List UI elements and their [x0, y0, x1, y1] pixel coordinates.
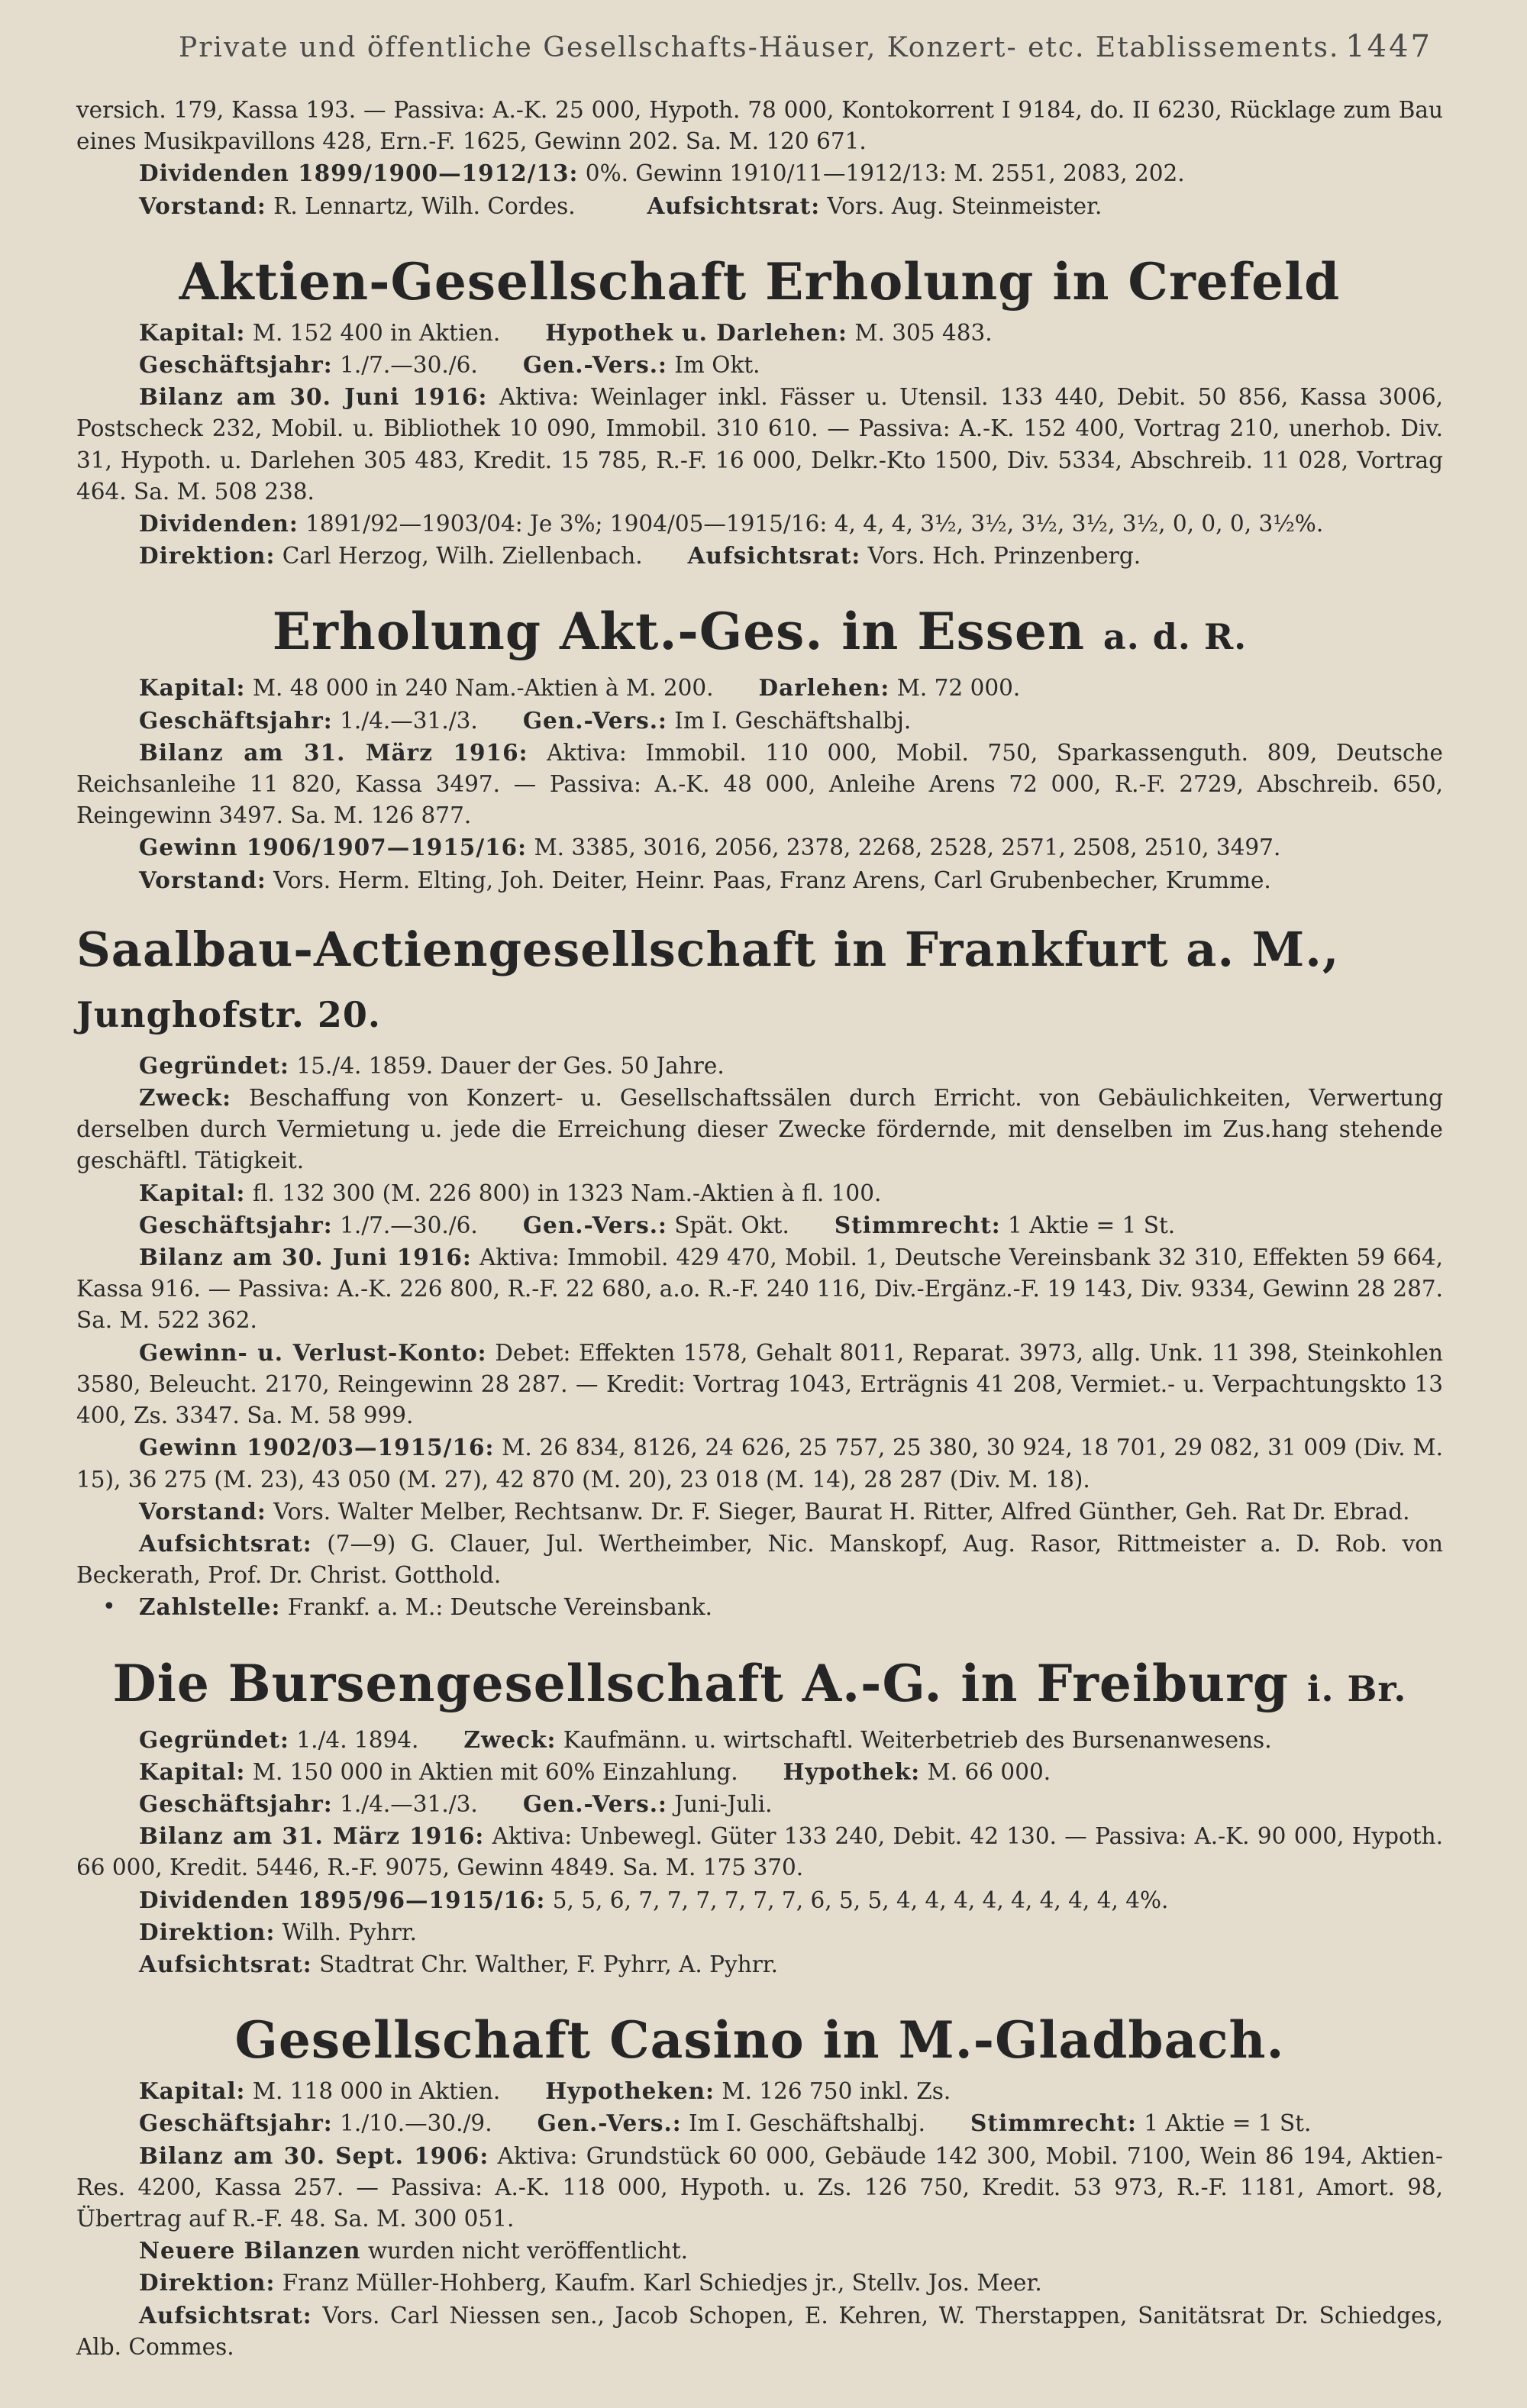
field-text: M. 72 000.: [896, 675, 1021, 702]
entry-line: [76, 1591, 1443, 1623]
field-text: Aktiva: Unbewegl. Güter 133 240, Debit. 42 130. — Passiva: A.-K. 90 000, Hypoth. 66 000, Kredit. 5446, R.-F. 9075, Gewinn 4849. Sa. M. 175 370.: [76, 1823, 1443, 1881]
field-text: Franz Müller-Hohberg, Kaufm. Karl Schiedjes jr., Stellv. Jos. Meer.: [282, 2270, 1042, 2297]
entry-line: [76, 2107, 1443, 2139]
section-title: [76, 251, 1443, 312]
field-label: Vorstand:: [139, 1497, 266, 1525]
field-text: 1./7.—30./6.: [340, 352, 478, 379]
entry-line: [76, 1788, 1443, 1820]
field-text: 1./4. 1894.: [296, 1726, 419, 1753]
field-text: 1./4.—31./3.: [340, 1790, 478, 1817]
field-text: (7—9) G. Clauer, Jul. Wertheimber, Nic. Manskopf, Aug. Rasor, Rittmeister a. D. Rob. von Beckerath, Prof. Dr. Christ. Gotthold.: [76, 1530, 1443, 1589]
field-label: Gewinn 1906/1907—1915/16:: [139, 834, 528, 861]
field-label: Aufsichtsrat:: [139, 1529, 312, 1557]
entry-line: [76, 1050, 1443, 1082]
section-title-text: Aktien-Gesellschaft Erholung in Crefeld: [179, 251, 1341, 311]
field-text: wurden nicht veröffentlicht.: [367, 2238, 688, 2264]
field-label: Direktion:: [139, 2269, 276, 2297]
entry-line: [76, 2267, 1443, 2299]
field-label: Bilanz am 30. Sept. 1906:: [139, 2142, 489, 2169]
field-text: M. 3385, 3016, 2056, 2378, 2268, 2528, 2571, 2508, 2510, 3497.: [534, 834, 1281, 861]
field-text: 1 Aktie = 1 St.: [1008, 1212, 1176, 1238]
field-text: Wilh. Pyhrr.: [282, 1919, 418, 1945]
field-text: Aktiva: Grundstück 60 000, Gebäude 142 300, Mobil. 7100, Wein 86 194, Aktien-Res. 4200, Kassa 257. — Passiva: A.-K. 118 000, Hypoth. u. Zs. 126 750, Kredit. 53 973, R.-F. 1181, Amort. 98, Übertrag auf R.-F. 48. Sa. M. 300 051.: [76, 2142, 1443, 2232]
field-text: M. 118 000 in Aktien.: [252, 2078, 501, 2105]
section-title-suffix: i. Br.: [1307, 1667, 1407, 1709]
field-label: Neuere Bilanzen: [139, 2237, 361, 2264]
field-label: Geschäftsjahr:: [139, 1790, 333, 1817]
field-text: Juni-Juli.: [674, 1790, 773, 1817]
field-text: Spät. Okt.: [674, 1212, 789, 1238]
field-text: 5, 5, 6, 7, 7, 7, 7, 7, 7, 6, 5, 5, 4, 4, 4, 4, 4, 4, 4, 4, 4%.: [552, 1887, 1169, 1913]
field-label: Gen.-Vers.:: [522, 706, 667, 734]
field-label: Zahlstelle:: [139, 1593, 281, 1621]
field-label: Gen.-Vers.:: [522, 1790, 667, 1817]
field-text: 15./4. 1859. Dauer der Ges. 50 Jahre.: [296, 1052, 725, 1079]
field-text: Vors. Carl Niessen sen., Jacob Schopen, E. Kehren, W. Therstappen, Sanitätsrat Dr. Schiedges, Alb. Commes.: [76, 2302, 1443, 2360]
bullet-icon: •: [102, 1593, 116, 1621]
entry-line: [76, 2235, 1443, 2267]
field-label: Kapital:: [139, 674, 246, 702]
entry-line: [76, 349, 1443, 381]
field-text: M. 126 750 inkl. Zs.: [722, 2078, 951, 2105]
field-label: Darlehen:: [758, 674, 890, 702]
field-label: Direktion:: [139, 542, 276, 570]
entry-line: [76, 1432, 1443, 1495]
entry-line: [76, 1082, 1443, 1177]
entry-line: [76, 831, 1443, 863]
entry-line: [76, 317, 1443, 349]
entry-line: [76, 1820, 1443, 1883]
field-text: Carl Herzog, Wilh. Ziellenbach.: [282, 543, 643, 570]
field-label: Dividenden:: [139, 510, 299, 537]
field-text: fl. 132 300 (M. 226 800) in 1323 Nam.-Aktien à fl. 100.: [252, 1180, 882, 1206]
entry-line: [76, 1916, 1443, 1948]
field-text: Frankf. a. M.: Deutsche Vereinsbank.: [287, 1594, 713, 1621]
field-label: Stimmrecht:: [970, 2109, 1137, 2137]
field-label: Gen.-Vers.:: [522, 351, 667, 379]
text: Vors. Aug. Steinmeister.: [827, 192, 1102, 219]
field-text: M. 305 483.: [854, 319, 993, 346]
field-label: Kapital:: [139, 1179, 246, 1206]
field-label: Stimmrecht:: [834, 1211, 1001, 1238]
entry-line: [76, 1209, 1443, 1241]
section-title-text: Saalbau-Actiengesellschaft in Frankfurt a. M.,: [76, 921, 1340, 977]
entry-line: [76, 1756, 1443, 1788]
text: R. Lennartz, Wilh. Cordes.: [273, 192, 576, 219]
section-title-suffix: Junghofstr. 20.: [76, 993, 381, 1035]
entry-line: [76, 672, 1443, 704]
text: 0%. Gewinn 1910/11—1912/13: M. 2551, 2083, 202.: [585, 160, 1185, 187]
entry-line: [76, 1948, 1443, 1980]
field-text: Kaufmänn. u. wirtschaftl. Weiterbetrieb des Bursenanwesens.: [563, 1726, 1272, 1753]
field-label: Gewinn 1902/03—1915/16:: [139, 1434, 495, 1461]
field-text: Aktiva: Weinlager inkl. Fässer u. Utensil. 133 440, Debit. 50 856, Kassa 3006, Postscheck 232, Mobil. u. Bibliothek 10 090, Immobil. 310 610. — Passiva: A.-K. 152 400, Vortrag 210, unerhob. Div. 31, Hypoth. u. Darlehen 305 483, Kredit. 15 785, R.-F. 16 000, Delkr.-Kto 1500, Div. 5334, Abschreib. 11 028, Vortrag 464. Sa. M. 508 238.: [76, 384, 1443, 505]
field-text: Im I. Geschäftshalbj.: [689, 2110, 926, 2137]
entry-line: [76, 864, 1443, 896]
field-label: Kapital:: [139, 1758, 246, 1785]
section-title-text: Erholung Akt.-Ges. in Essen: [272, 602, 1085, 662]
field-label: Aufsichtsrat:: [687, 542, 861, 570]
label: Aufsichtsrat:: [647, 192, 821, 219]
section-title-text: Die Bursengesellschaft A.-G. in Freiburg: [112, 1653, 1290, 1713]
field-text: Im Okt.: [674, 352, 760, 379]
field-text: Aktiva: Immobil. 429 470, Mobil. 1, Deutsche Vereinsbank 32 310, Effekten 59 664, Kassa 916. — Passiva: A.-K. 226 800, R.-F. 22 680, a.o. R.-F. 240 116, Div.-Ergänz.-F. 19 143, Div. 9334, Gewinn 28 287. Sa. M. 522 362.: [76, 1244, 1444, 1334]
entry-line: [76, 540, 1443, 572]
field-label: Geschäftsjahr:: [139, 1211, 333, 1238]
field-label: Aufsichtsrat:: [139, 2301, 312, 2329]
section-title: [76, 1653, 1443, 1719]
entry-line: [76, 508, 1443, 540]
field-text: Beschaffung von Konzert- u. Gesellschaftssälen durch Erricht. von Gebäulichkeiten, Verwertung derselben durch Vermietung u. jede die Erreichung dieser Zwecke fördernde, mit denselben im Zus.hang stehende geschäftl. Tätigkeit.: [76, 1085, 1443, 1174]
field-label: Kapital:: [139, 318, 246, 346]
field-label: Dividenden 1895/96—1915/16:: [139, 1886, 546, 1913]
field-label: Vorstand:: [139, 866, 266, 893]
field-label: Geschäftsjahr:: [139, 2109, 333, 2137]
field-text: Vors. Herm. Elting, Joh. Deiter, Heinr. Paas, Franz Arens, Carl Grubenbecher, Krumme.: [273, 867, 1271, 893]
continuation-board: [76, 190, 1443, 222]
field-label: Gegründet:: [139, 1051, 289, 1079]
field-label: Zweck:: [139, 1084, 231, 1112]
continuation-dividends: [76, 157, 1443, 189]
section-title: [76, 601, 1443, 667]
field-label: Hypotheken:: [545, 2077, 715, 2105]
field-text: M. 150 000 in Aktien mit 60% Einzahlung.: [252, 1758, 738, 1785]
running-head: [76, 29, 1443, 64]
field-text: 1./7.—30./6.: [340, 1212, 478, 1238]
field-text: M. 26 834, 8126, 24 626, 25 757, 25 380, 30 924, 18 701, 29 082, 31 009 (Div. M. 15), 36 275 (M. 23), 43 050 (M. 27), 42 870 (M. 20), 23 018 (M. 14), 28 287 (Div. M. 18).: [76, 1435, 1443, 1493]
field-label: Geschäftsjahr:: [139, 706, 333, 734]
field-text: M. 66 000.: [927, 1758, 1051, 1785]
field-text: 1./10.—30./9.: [340, 2110, 492, 2137]
section-title: [76, 2009, 1443, 2071]
field-text: 1./4.—31./3.: [340, 707, 478, 734]
field-label: Bilanz am 30. Juni 1916:: [139, 383, 488, 411]
entry-line: [76, 705, 1443, 737]
continuation-balance: versich. 179, Kassa 193. — Passiva: A.-K. 25 000, Hypoth. 78 000, Kontokorrent I 9184, do. II 6230, Rücklage zum Bau eines Musikpavillons 428, Ern.-F. 1625, Gewinn 202. Sa. M. 120 671.: [76, 97, 1443, 155]
company-sections: [76, 251, 1443, 2363]
label: Dividenden 1899/1900—1912/13:: [139, 160, 579, 187]
field-label: Direktion:: [139, 1918, 276, 1945]
field-text: Im I. Geschäftshalbj.: [674, 707, 912, 734]
entry-line: [76, 1241, 1443, 1337]
field-label: Hypothek:: [783, 1758, 921, 1785]
field-label: Geschäftsjahr:: [139, 351, 333, 379]
section-title: [76, 919, 1443, 1045]
entry-line: [76, 1884, 1443, 1916]
field-text: Aktiva: Immobil. 110 000, Mobil. 750, Sparkassenguth. 809, Deutsche Reichsanleihe 11 820, Kassa 3497. — Passiva: A.-K. 48 000, Anleihe Arens 72 000, R.-F. 2729, Abschreib. 650, Reingewinn 3497. Sa. M. 126 877.: [76, 739, 1443, 829]
field-text: 1891/92—1903/04: Je 3%; 1904/05—1915/16: 4, 4, 4, 3½, 3½, 3½, 3½, 3½, 0, 0, 0, 3½%.: [305, 511, 1324, 537]
field-label: Aufsichtsrat:: [139, 1950, 312, 1977]
section-title-suffix: a. d. R.: [1102, 616, 1248, 658]
entry-line: [76, 381, 1443, 508]
entry-line: [76, 2300, 1443, 2363]
page-number: 1447: [1345, 29, 1432, 64]
field-label: Hypothek u. Darlehen:: [545, 318, 847, 346]
field-label: Gegründet:: [139, 1725, 289, 1753]
field-text: M. 48 000 in 240 Nam.-Aktien à M. 200.: [252, 675, 714, 702]
label: Vorstand:: [139, 192, 266, 219]
field-label: Zweck:: [463, 1725, 557, 1753]
field-label: Bilanz am 30. Juni 1916:: [139, 1244, 472, 1271]
field-label: Gen.-Vers.:: [522, 1211, 667, 1238]
entry-line: [76, 1337, 1443, 1432]
entry-line: [76, 737, 1443, 832]
entry-line: [76, 1528, 1443, 1591]
field-label: Gewinn- u. Verlust-Konto:: [139, 1338, 487, 1366]
entry-line: [76, 1724, 1443, 1756]
field-label: Gen.-Vers.:: [537, 2109, 682, 2137]
field-text: 1 Aktie = 1 St.: [1144, 2110, 1312, 2137]
field-text: Vors. Hch. Prinzenberg.: [867, 543, 1141, 570]
entry-line: [76, 2140, 1443, 2235]
field-text: Vors. Walter Melber, Rechtsanw. Dr. F. Sieger, Baurat H. Ritter, Alfred Günther, Geh. Rat Dr. Ebrad.: [273, 1498, 1410, 1525]
field-label: Kapital:: [139, 2077, 246, 2105]
section-title-text: Gesellschaft Casino in M.-Gladbach.: [234, 2010, 1285, 2071]
field-label: Bilanz am 31. März 1916:: [139, 1822, 485, 1850]
field-label: Bilanz am 31. März 1916:: [139, 738, 528, 766]
entry-line: [76, 2075, 1443, 2107]
running-title: Private und öffentliche Gesellschafts-Häuser, Konzert- etc. Etablissements.: [179, 32, 1340, 63]
field-text: M. 152 400 in Aktien.: [252, 319, 501, 346]
field-text: Debet: Effekten 1578, Gehalt 8011, Reparat. 3973, allg. Unk. 11 398, Steinkohlen 3580, Beleucht. 2170, Reingewinn 28 287. — Kredit: Vortrag 1043, Erträgnis 41 208, Vermiet.- u. Verpachtungskto 13 400, Zs. 3347. Sa. M. 58 999.: [76, 1339, 1443, 1429]
field-text: Stadtrat Chr. Walther, F. Pyhrr, A. Pyhrr.: [319, 1951, 779, 1977]
entry-line: [76, 1177, 1443, 1209]
entry-line: [76, 1496, 1443, 1528]
